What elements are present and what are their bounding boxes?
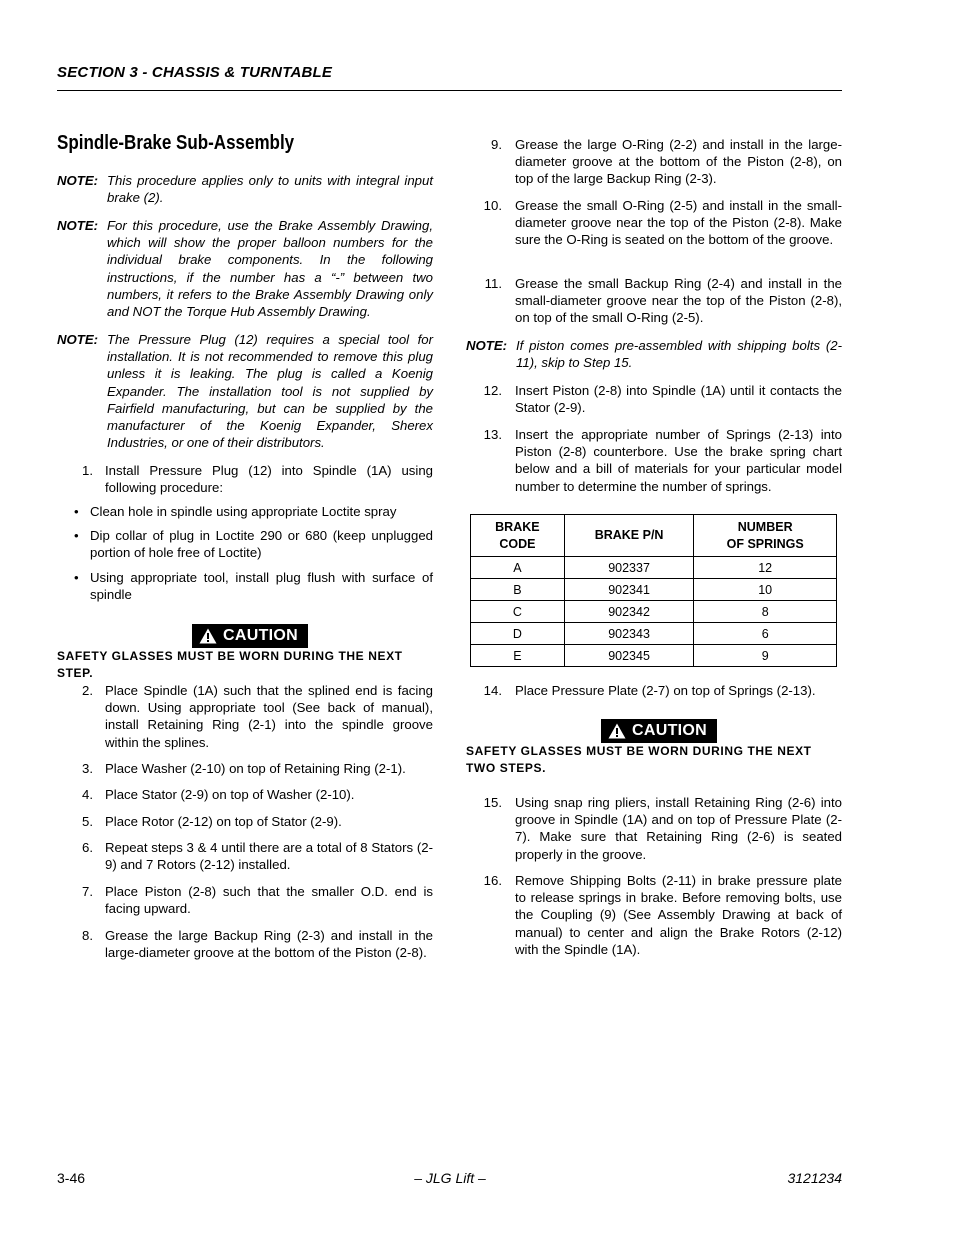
bullet-text: Using appropriate tool, install plug flush with surface of spindle	[90, 570, 433, 603]
table-cell: 9	[694, 645, 837, 667]
step-14	[466, 682, 842, 700]
brake-spring-table	[470, 514, 837, 667]
note-label: NOTE:	[57, 173, 99, 188]
step-text: Place Spindle (1A) such that the splined end is facing down. Using appropriate tool (See back of manual), install Retaining Ring (2-1) into the spindle groove within the splines.	[105, 683, 433, 750]
bullet-dot: •	[74, 528, 79, 543]
note-1	[57, 172, 433, 208]
step-13	[466, 426, 842, 496]
step-number: 16.	[483, 873, 502, 888]
table-row	[471, 601, 837, 623]
step-number: 11.	[484, 276, 502, 291]
step-text: Grease the large O-Ring (2-2) and install in the large-diameter groove at the bottom of the Piston (2-8), on top of the large Backup Ring (2-3).	[515, 137, 842, 187]
caution-label: CAUTION	[223, 627, 298, 644]
step-text: Using snap ring pliers, install Retaining Ring (2-6) into groove in Spindle (1A) and on top of Pressure Plate (2-7). Make sure that Retaining Ring (2-6) is seated properly in the groove.	[515, 795, 842, 862]
header-line: BRAKE P/N	[594, 528, 664, 542]
step-text: Install Pressure Plug (12) into Spindle (1A) using following procedure:	[105, 463, 433, 496]
footer-center: – JLG Lift –	[414, 1170, 486, 1186]
table-cell: 8	[694, 601, 837, 623]
bullet-text: Dip collar of plug in Loctite 290 or 680 (keep unplugged portion of hole free of Loctite)	[90, 528, 433, 561]
step-number: 15.	[483, 795, 502, 810]
table-header-row	[471, 515, 837, 557]
table-row	[471, 557, 837, 579]
step-text: Grease the small O-Ring (2-5) and install in the small-diameter groove near the top of the Piston (2-8). Make sure the O-Ring is seated on the bottom of the groove.	[515, 198, 842, 248]
step-12	[466, 382, 842, 418]
header-line: NUMBER	[737, 519, 793, 534]
step-1	[57, 462, 433, 498]
step-6	[57, 839, 433, 875]
table-cell: 6	[694, 623, 837, 645]
table-cell: 902343	[564, 623, 694, 645]
step-text: Grease the small Backup Ring (2-4) and install in the small-diameter groove near the top of the Piston (2-8), on top of the small O-Ring (2-5).	[515, 276, 842, 326]
bullet-3	[74, 569, 433, 605]
table-cell: A	[471, 557, 565, 579]
step-number: 6.	[82, 840, 93, 855]
table-cell: 10	[694, 579, 837, 601]
step-9	[466, 136, 842, 190]
page-number: 3-46	[57, 1170, 86, 1186]
table-cell: D	[471, 623, 565, 645]
step-text: Remove Shipping Bolts (2-11) in brake pressure plate to release springs in brake. Before removing bolts, use the Coupling (9) (See Assembly Drawing at back of manual) to center and align the Brake Rotors (2-12) with the Spindle (1A).	[515, 873, 842, 957]
table-cell: E	[471, 645, 565, 667]
column-header-number-of-springs	[694, 515, 837, 557]
step-4	[57, 786, 433, 804]
table-cell: 902342	[564, 601, 694, 623]
table-row	[471, 645, 837, 667]
note-text: The Pressure Plug (12) requires a special tool for installation. It is not recommended to remove this plug unless it is leaking. The plug is called a Koenig Expander. The installation tool is not supplied by Fairfield manufacturing, but can be supplied by the manufacturer of the Koenig Expander, Sherex Industries, or one of their distributors.	[107, 332, 433, 451]
note-4	[466, 337, 842, 373]
note-text: For this procedure, use the Brake Assembly Drawing, which will show the proper balloon numbers for the individual brake components. In the following instructions, if the number has a “-” between two numbers, it refers to the Brake Assembly Drawing only and NOT the Torque Hub Assembly Drawing.	[107, 218, 433, 320]
step-text: Repeat steps 3 & 4 until there are a total of 8 Stators (2-9) and 7 Rotors (2-12) installed.	[105, 840, 433, 873]
step-number: 9.	[491, 137, 502, 152]
step-11	[466, 275, 842, 329]
warning-icon	[608, 723, 626, 739]
step-number: 3.	[82, 761, 93, 776]
table-row	[471, 623, 837, 645]
step-text: Grease the large Backup Ring (2-3) and install in the large-diameter groove at the bottom of the Piston (2-8).	[105, 928, 433, 961]
step-number: 1.	[82, 463, 93, 478]
step-text: Insert Piston (2-8) into Spindle (1A) until it contacts the Stator (2-9).	[515, 383, 842, 416]
header-line: CODE	[499, 536, 536, 551]
document-number: 3121234	[787, 1170, 842, 1186]
caution-text-1: SAFETY GLASSES MUST BE WORN DURING THE NEXT STEP.	[57, 649, 403, 680]
step-number: 12.	[483, 383, 502, 398]
table-cell: C	[471, 601, 565, 623]
caution-badge-1	[192, 624, 308, 648]
step-number: 5.	[82, 814, 93, 829]
caution-badge-2	[601, 719, 717, 743]
bullet-text: Clean hole in spindle using appropriate Loctite spray	[90, 504, 397, 519]
step-8	[57, 927, 433, 981]
table-cell: 902341	[564, 579, 694, 601]
warning-icon	[199, 628, 217, 644]
step-number: 7.	[82, 884, 93, 899]
step-15	[466, 794, 842, 864]
bullet-2	[74, 527, 433, 563]
note-label: NOTE:	[57, 218, 99, 233]
step-number: 14.	[483, 683, 502, 698]
table-cell: 902337	[564, 557, 694, 579]
table-cell: 12	[694, 557, 837, 579]
step-10	[466, 197, 842, 267]
step-text: Place Washer (2-10) on top of Retaining Ring (2-1).	[105, 761, 406, 776]
step-3	[57, 760, 433, 778]
bullet-1	[74, 503, 433, 521]
table-row	[471, 579, 837, 601]
step-number: 4.	[82, 787, 93, 802]
bullet-dot: •	[74, 570, 79, 585]
note-3	[57, 331, 433, 455]
note-text: This procedure applies only to units with integral input brake (2).	[107, 173, 433, 206]
step-7	[57, 883, 433, 919]
step-text: Insert the appropriate number of Springs (2-13) into Piston (2-8) counterbore. Use the brake spring chart below and a bill of materials for your particular model number to determine the number of springs.	[515, 427, 842, 494]
step-16	[466, 872, 842, 960]
step-2	[57, 682, 433, 752]
column-header-brake-pn	[564, 515, 694, 557]
step-number: 8.	[82, 928, 93, 943]
header-line: OF SPRINGS	[726, 536, 804, 551]
table-cell: 902345	[564, 645, 694, 667]
note-label: NOTE:	[466, 338, 508, 353]
step-text: Place Rotor (2-12) on top of Stator (2-9).	[105, 814, 342, 829]
step-number: 2.	[82, 683, 93, 698]
caution-label: CAUTION	[632, 722, 707, 739]
header-line: BRAKE	[495, 519, 540, 534]
step-number: 13.	[483, 427, 502, 442]
step-text: Place Stator (2-9) on top of Washer (2-10).	[105, 787, 355, 802]
note-label: NOTE:	[57, 332, 99, 347]
table-cell: B	[471, 579, 565, 601]
caution-text-2: SAFETY GLASSES MUST BE WORN DURING THE NEXT TWO STEPS.	[466, 744, 812, 775]
step-5	[57, 813, 433, 831]
step-number: 10.	[483, 198, 502, 213]
note-text: If piston comes pre-assembled with shipping bolts (2-11), skip to Step 15.	[516, 338, 842, 371]
column-header-brake-code	[471, 515, 565, 557]
step-text: Place Pressure Plate (2-7) on top of Springs (2-13).	[515, 683, 816, 698]
page-title: Spindle-Brake Sub-Assembly	[57, 132, 295, 154]
section-header	[57, 64, 842, 91]
section-title: SECTION 3 - CHASSIS & TURNTABLE	[57, 64, 333, 81]
step-text: Place Piston (2-8) such that the smaller O.D. end is facing upward.	[105, 884, 433, 917]
bullet-dot: •	[74, 504, 79, 519]
note-2	[57, 217, 433, 322]
